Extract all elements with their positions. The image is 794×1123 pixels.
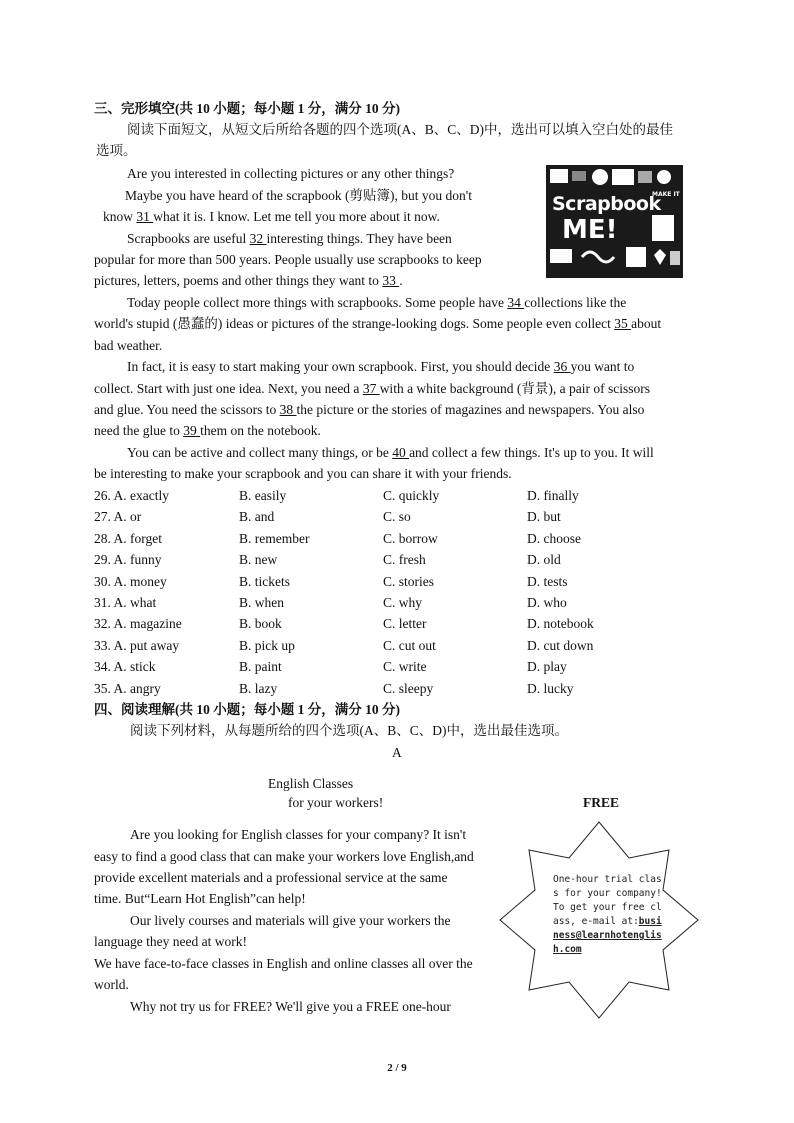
email-link-end[interactable]: h.com	[553, 944, 582, 955]
ad-line: provide excellent materials and a professional service at the same	[94, 870, 448, 885]
question-option-d: D. lucky	[527, 680, 574, 696]
question-option-d: D. who	[527, 595, 567, 610]
page-number: 2 / 9	[387, 1062, 407, 1074]
question-option-c: C. quickly	[383, 488, 440, 503]
question-option-d: D. old	[527, 552, 561, 568]
scrapbook-image	[546, 165, 683, 278]
email-link-cont[interactable]: ness@learnhotenglis	[553, 930, 662, 941]
blank-40: 40	[392, 445, 410, 460]
passage-line: know 31 what it is. I know. Let me tell you more about it now.	[103, 209, 440, 224]
section4-heading: 四、阅读理解(共 10 小题；每小题 1 分，满分 10 分)	[94, 702, 400, 717]
question-option-b: B. pick up	[239, 637, 295, 653]
ad-line: time. But“Learn Hot English”can help!	[94, 891, 306, 906]
ad-line: Are you looking for English classes for your company? It isn't	[130, 827, 467, 842]
passage-line: collect. Start with just one idea. Next, you need a 37 with a white background (背景), a pair of scissors	[94, 381, 650, 396]
question-option-a: 29. A. funny	[94, 552, 162, 568]
make-it-text: MAKE IT	[652, 191, 680, 198]
question-option-b: B. book	[239, 616, 282, 632]
ad-title: English Classes	[268, 776, 354, 791]
ad-line: world.	[94, 977, 129, 992]
question-option-b: B. paint	[239, 659, 282, 675]
question-option-c: C. sleepy	[383, 680, 434, 696]
question-option-d: D. play	[527, 659, 567, 675]
scrapbook-word: Scrapbook	[552, 193, 661, 215]
question-option-b: B. and	[239, 509, 275, 525]
question-option-c: C. borrow	[383, 530, 438, 546]
blank-33: 33	[382, 273, 400, 288]
passage-line: Scrapbooks are useful 32 interesting things. They have been	[127, 231, 452, 246]
question-option-c: C. stories	[383, 573, 435, 589]
ad-line: easy to find a good class that can make your workers love English,and	[94, 849, 474, 864]
section3-instruction: 阅读下面短文，从短文后所给各题的四个选项(A、B、C、D)中，选出可以填入空白处的最佳	[127, 122, 673, 137]
blank-38: 38	[279, 402, 297, 417]
me-text: ME!	[562, 215, 618, 245]
ad-subtitle: for your workers!	[288, 795, 384, 810]
question-option-c: C. fresh	[383, 552, 426, 568]
email-link[interactable]: busi	[638, 916, 662, 927]
question-option-b: B. easily	[239, 488, 287, 503]
ad-line: Our lively courses and materials will give your workers the	[130, 913, 451, 928]
passage-line: need the glue to 39 them on the notebook.	[94, 423, 321, 438]
question-option-b: B. when	[239, 595, 284, 610]
question-option-a: 31. A. what	[94, 595, 157, 610]
passage-line: Are you interested in collecting pictures or any other things?	[127, 166, 455, 181]
section3-heading: 三、完形填空(共 10 小题；每小题 1 分，满分 10 分)	[94, 101, 400, 116]
passage-line: world's stupid (愚蠢的) ideas or pictures of the strange-looking dogs. Some people even collect 35 about	[94, 316, 662, 331]
blank-36: 36	[553, 359, 571, 374]
question-option-a: 32. A. magazine	[94, 616, 182, 632]
star-text: One-hour trial clas s for your company! To get your free cl ass, e-mail at:busi ness@learnhotenglis h.com	[553, 874, 662, 955]
question-option-a: 33. A. put away	[94, 637, 180, 653]
question-option-a: 30. A. money	[94, 573, 167, 589]
passage-line: and glue. You need the scissors to 38 the picture or the stories of magazines and newspapers. You also	[94, 402, 645, 417]
blank-31: 31	[136, 209, 154, 224]
question-option-b: B. remember	[239, 530, 310, 546]
question-option-d: D. tests	[527, 573, 568, 589]
question-option-a: 34. A. stick	[94, 659, 156, 675]
passage-line: popular for more than 500 years. People usually use scrapbooks to keep	[94, 252, 482, 267]
question-option-c: C. letter	[383, 616, 427, 632]
passage-line: Today people collect more things with scrapbooks. Some people have 34 collections like the	[127, 295, 627, 310]
ad-line: Why not try us for FREE? We'll give you a FREE one-hour	[130, 999, 451, 1014]
question-option-d: D. finally	[527, 488, 579, 503]
passage-line: be interesting to make your scrapbook and you can share it with your friends.	[94, 466, 512, 481]
question-option-a: 35. A. angry	[94, 680, 161, 696]
ad-line: language they need at work!	[94, 934, 247, 949]
question-option-c: C. cut out	[383, 637, 436, 653]
free-label: FREE	[583, 795, 620, 810]
passage-line: Maybe you have heard of the scrapbook (剪贴簿), but you don't	[125, 188, 472, 203]
ad-line: We have face-to-face classes in English and online classes all over the	[94, 956, 473, 971]
blank-37: 37	[362, 381, 380, 396]
passage-line: You can be active and collect many things, or be 40 and collect a few things. It's up to you. It will	[127, 445, 654, 460]
question-option-a: 28. A. forget	[94, 530, 162, 546]
question-option-c: C. so	[383, 509, 411, 525]
section3-instruction-cont: 选项。	[96, 143, 137, 158]
question-option-c: C. write	[383, 659, 427, 675]
question-option-b: B. new	[239, 552, 278, 568]
question-option-c: C. why	[383, 595, 423, 610]
question-option-d: D. notebook	[527, 616, 594, 632]
question-option-d: D. cut down	[527, 637, 594, 653]
question-option-d: D. choose	[527, 530, 581, 546]
blank-39: 39	[183, 423, 201, 438]
blank-34: 34	[507, 295, 525, 310]
blank-32: 32	[249, 231, 267, 246]
question-option-b: B. tickets	[239, 573, 290, 589]
passage-label: A	[392, 745, 402, 760]
section4-instruction: 阅读下列材料，从每题所给的四个选项(A、B、C、D)中，选出最佳选项。	[130, 723, 568, 738]
blank-35: 35	[614, 316, 632, 331]
question-option-d: D. but	[527, 509, 561, 525]
question-option-a: 27. A. or	[94, 509, 142, 525]
question-option-a: 26. A. exactly	[94, 488, 169, 503]
question-option-b: B. lazy	[239, 680, 278, 696]
passage-line: In fact, it is easy to start making your own scrapbook. First, you should decide 36 you want to	[127, 359, 635, 374]
passage-line: bad weather.	[94, 338, 163, 353]
passage-line: pictures, letters, poems and other things they want to 33 .	[94, 273, 403, 288]
